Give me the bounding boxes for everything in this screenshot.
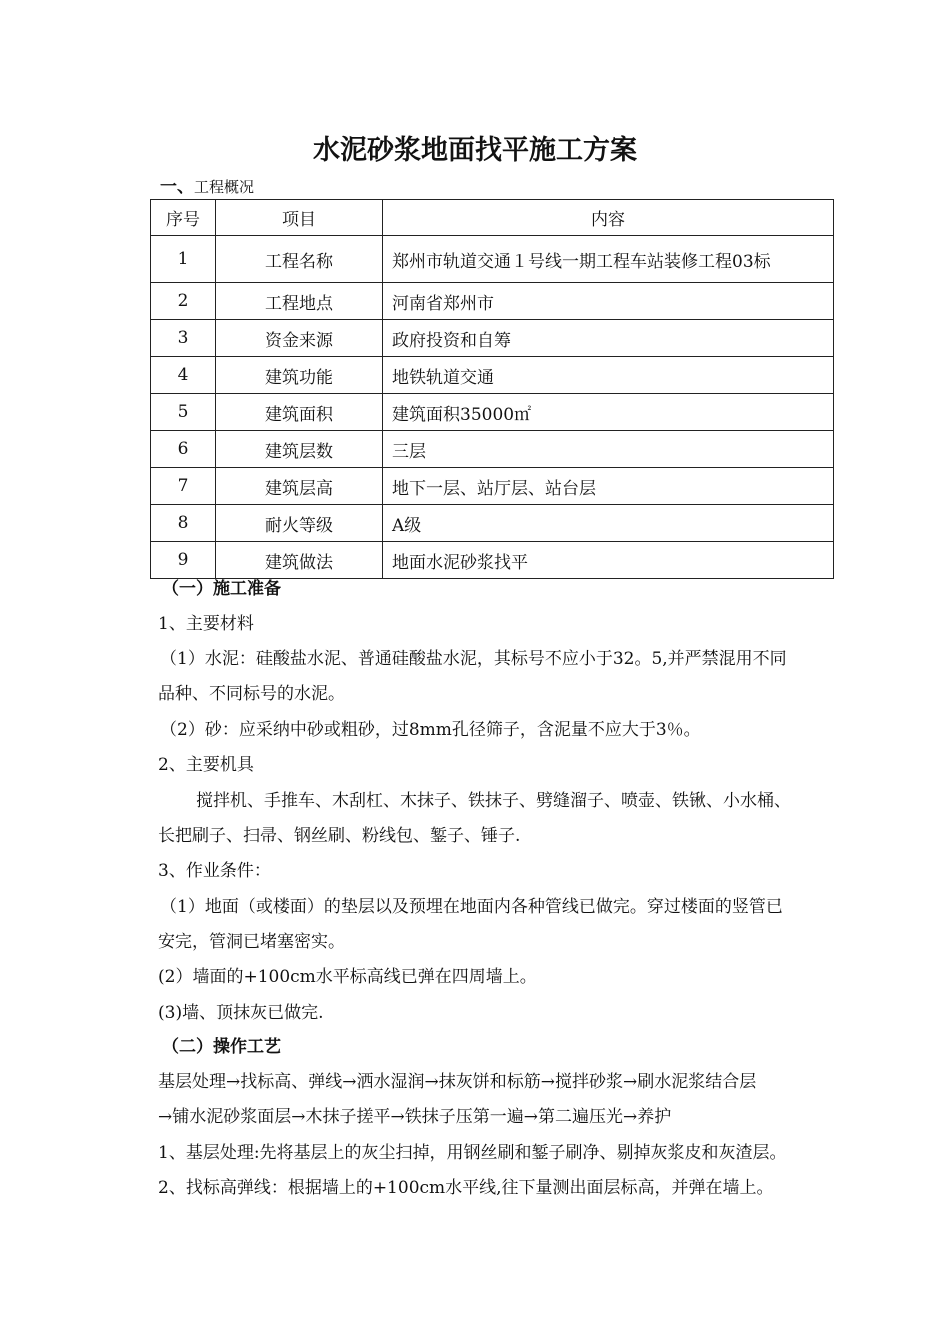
paragraph-step1: 1、基层处理:先将基层上的灰尘扫掉，用钢丝刷和錾子刷净、剔掉灰浆皮和灰渣层。	[158, 1143, 787, 1163]
heading-process: （二）操作工艺	[162, 1037, 281, 1057]
cell-no: 8	[151, 505, 216, 542]
heading-conditions: 3、作业条件：	[158, 861, 271, 881]
table-header-row	[151, 200, 834, 236]
table-row	[151, 283, 834, 320]
table-row	[151, 542, 834, 579]
cell-item: 工程名称	[216, 236, 383, 283]
section-label: 工程概况	[194, 178, 255, 196]
table-row	[151, 468, 834, 505]
cell-no: 2	[151, 283, 216, 320]
project-overview-table	[150, 199, 834, 579]
cell-no: 4	[151, 357, 216, 394]
cell-item: 工程地点	[216, 283, 383, 320]
cell-item: 建筑功能	[216, 357, 383, 394]
section-heading-overview	[160, 177, 254, 197]
paragraph-condition3: (3)墙、顶抹灰已做完.	[158, 1003, 324, 1023]
cell-item: 建筑做法	[216, 542, 383, 579]
header-content: 内容	[383, 200, 834, 236]
cell-no: 9	[151, 542, 216, 579]
cell-content: A级	[383, 505, 834, 542]
cell-item: 耐火等级	[216, 505, 383, 542]
table-row	[151, 394, 834, 431]
table-row	[151, 505, 834, 542]
cell-content: 建筑面积35000㎡	[383, 394, 834, 431]
cell-content: 郑州市轨道交通１号线一期工程车站装修工程03标	[383, 236, 834, 283]
cell-no: 7	[151, 468, 216, 505]
cell-no: 3	[151, 320, 216, 357]
paragraph-tools-line1: 搅拌机、手推车、木刮杠、木抹子、铁抹子、劈缝溜子、喷壶、铁锹、小水桶、	[196, 791, 791, 811]
cell-content: 地下一层、站厅层、站台层	[383, 468, 834, 505]
paragraph-sand: （2）砂：应采纳中砂或粗砂，过8mm孔径筛子，含泥量不应大于3％。	[160, 720, 701, 740]
heading-tools: 2、主要机具	[158, 755, 254, 775]
cell-no: 6	[151, 431, 216, 468]
paragraph-condition1-line2: 安完，管洞已堵塞密实。	[158, 932, 345, 952]
cell-content: 地面水泥砂浆找平	[383, 542, 834, 579]
paragraph-process-line2: →铺水泥砂浆面层→木抹子搓平→铁抹子压第一遍→第二遍压光→养护	[158, 1107, 672, 1127]
header-no: 序号	[151, 200, 216, 236]
heading-preparation: （一）施工准备	[162, 579, 281, 599]
header-item: 项目	[216, 200, 383, 236]
paragraph-process-line1: 基层处理→找标高、弹线→洒水湿润→抹灰饼和标筋→搅拌砂浆→刷水泥浆结合层	[158, 1072, 757, 1092]
cell-content: 政府投资和自筹	[383, 320, 834, 357]
document-title: 水泥砂浆地面找平施工方案	[313, 135, 637, 166]
table-row	[151, 431, 834, 468]
cell-item: 建筑面积	[216, 394, 383, 431]
paragraph-condition1-line1: （1）地面（或楼面）的垫层以及预埋在地面内各种管线已做完。穿过楼面的竖管已	[160, 897, 783, 917]
cell-no: 5	[151, 394, 216, 431]
table-row	[151, 357, 834, 394]
paragraph-tools-line2: 长把刷子、扫帚、钢丝刷、粉线包、錾子、锤子.	[158, 826, 521, 846]
table-row	[151, 320, 834, 357]
cell-item: 资金来源	[216, 320, 383, 357]
cell-no: 1	[151, 236, 216, 283]
paragraph-cement-line1: （1）水泥：硅酸盐水泥、普通硅酸盐水泥，其标号不应小于32。5,并严禁混用不同	[160, 649, 787, 669]
table-row	[151, 236, 834, 283]
cell-content: 河南省郑州市	[383, 283, 834, 320]
paragraph-cement-line2: 品种、不同标号的水泥。	[158, 684, 345, 704]
section-prefix: 一、	[160, 177, 194, 197]
cell-item: 建筑层高	[216, 468, 383, 505]
cell-content: 三层	[383, 431, 834, 468]
heading-materials: 1、主要材料	[158, 614, 254, 634]
cell-item: 建筑层数	[216, 431, 383, 468]
paragraph-condition2: (2）墙面的+100cm水平标高线已弹在四周墙上。	[158, 967, 537, 987]
cell-content: 地铁轨道交通	[383, 357, 834, 394]
paragraph-step2: 2、找标高弹线：根据墙上的+100cm水平线,往下量测出面层标高，并弹在墙上。	[158, 1178, 774, 1198]
